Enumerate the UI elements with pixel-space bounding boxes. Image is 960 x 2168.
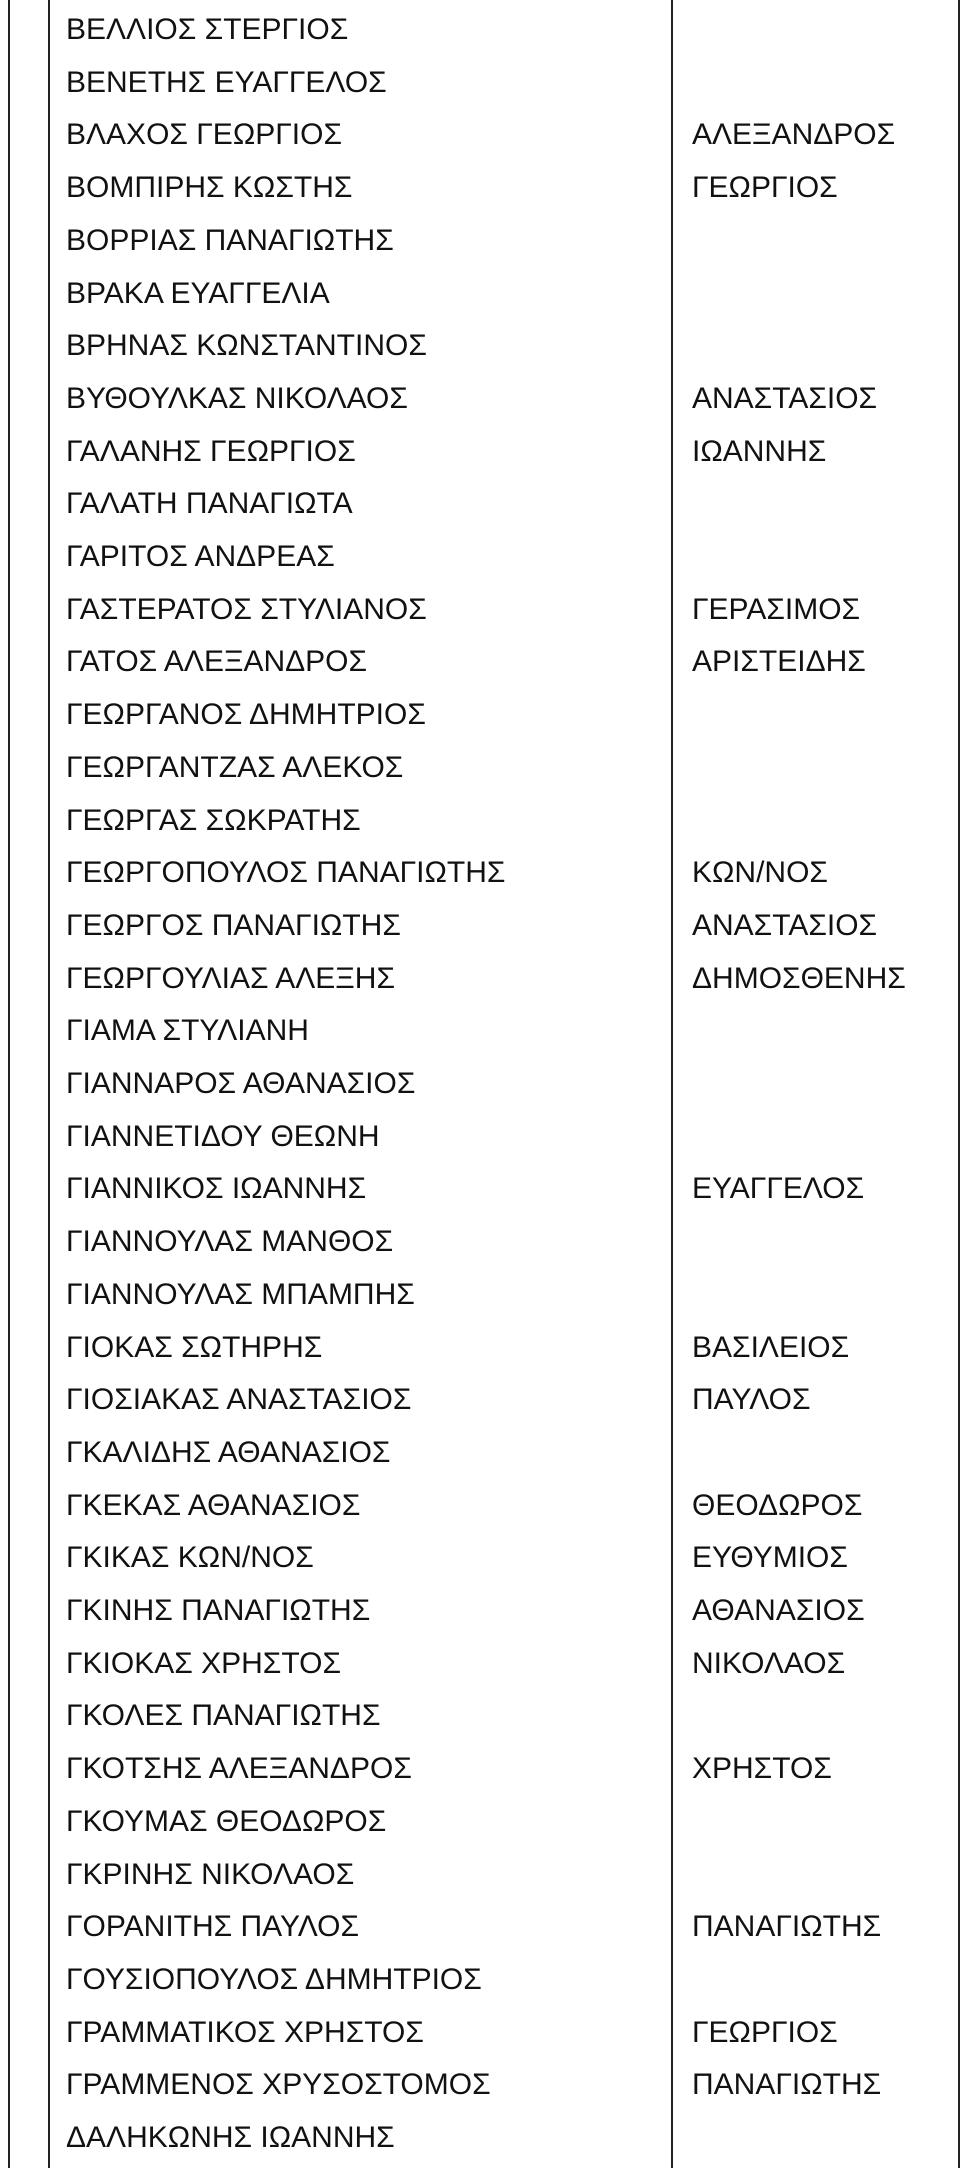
second-name-cell: ΓΕΡΑΣΙΜΟΣ xyxy=(692,592,861,626)
second-name-cell xyxy=(692,320,952,373)
second-name-cell: ΓΕΩΡΓΙΟΣ xyxy=(692,2015,838,2049)
name-cell: ΓΡΑΜΜΑΤΙΚΟΣ ΧΡΗΣΤΟΣ xyxy=(66,2015,424,2049)
second-name-cell: ΑΡΙΣΤΕΙΔΗΣ xyxy=(692,645,866,679)
second-name-cell: ΠΑΥΛΟΣ xyxy=(692,1383,811,1417)
second-name-cell xyxy=(692,1058,952,1111)
name-cell: ΒΥΘΟΥΛΚΑΣ ΝΙΚΟΛΑΟΣ xyxy=(66,381,408,415)
table-row xyxy=(0,1269,960,1322)
name-cell: ΓΙΑΜΑ ΣΤΥΛΙΑΝΗ xyxy=(66,1014,309,1048)
second-name-cell xyxy=(692,4,952,57)
second-name-cell xyxy=(692,1427,952,1480)
second-name-cell xyxy=(692,215,952,268)
table-row xyxy=(0,57,960,110)
table-row xyxy=(0,1743,960,1796)
second-name-cell xyxy=(692,689,952,742)
table-row xyxy=(0,2112,960,2165)
table-row xyxy=(0,953,960,1006)
name-cell: ΓΚΟΤΣΗΣ ΑΛΕΞΑΝΔΡΟΣ xyxy=(66,1752,412,1786)
name-cell: ΓΙΟΚΑΣ ΣΩΤΗΡΗΣ xyxy=(66,1330,323,1364)
second-name-cell xyxy=(692,478,952,531)
second-name-cell xyxy=(692,742,952,795)
second-name-cell xyxy=(692,1111,952,1164)
name-cell: ΓΟΥΣΙΟΠΟΥΛΟΣ ΔΗΜΗΤΡΙΟΣ xyxy=(66,1962,482,1996)
table-row xyxy=(0,531,960,584)
second-name-cell xyxy=(692,1954,952,2007)
second-name-cell: ΠΑΝΑΓΙΩΤΗΣ xyxy=(692,1910,882,1944)
second-name-cell: ΑΛΕΞΑΝΔΡΟΣ xyxy=(692,118,896,152)
table-row xyxy=(0,1849,960,1902)
name-cell: ΓΟΡΑΝΙΤΗΣ ΠΑΥΛΟΣ xyxy=(66,1910,360,1944)
second-name-cell: ΠΑΝΑΓΙΩΤΗΣ xyxy=(692,2068,882,2102)
second-name-cell: ΘΕΟΔΩΡΟΣ xyxy=(692,1488,863,1522)
second-name-cell xyxy=(692,1796,952,1849)
table-row xyxy=(0,1796,960,1849)
table-row xyxy=(0,584,960,637)
name-cell: ΓΑΡΙΤΟΣ ΑΝΔΡΕΑΣ xyxy=(66,540,335,573)
table-row xyxy=(0,1585,960,1638)
table-row xyxy=(0,1216,960,1269)
second-name-cell xyxy=(692,531,952,584)
table-row xyxy=(0,1111,960,1164)
name-cell: ΓΚΕΚΑΣ ΑΘΑΝΑΣΙΟΣ xyxy=(66,1488,361,1522)
second-name-cell: ΒΑΣΙΛΕΙΟΣ xyxy=(692,1330,850,1364)
second-name-cell: ΑΝΑΣΤΑΣΙΟΣ xyxy=(692,908,878,942)
second-name-cell: ΝΙΚΟΛΑΟΣ xyxy=(692,1646,846,1680)
table-row xyxy=(0,320,960,373)
table-row xyxy=(0,1163,960,1216)
second-name-cell: ΔΗΜΟΣΘΕΝΗΣ xyxy=(692,961,906,995)
second-name-cell: ΕΥΑΓΓΕΛΟΣ xyxy=(692,1172,865,1206)
name-cell: ΓΚΙΝΗΣ ΠΑΝΑΓΙΩΤΗΣ xyxy=(66,1594,371,1627)
table-row xyxy=(0,1427,960,1480)
name-cell: ΓΕΩΡΓΑΣ ΣΩΚΡΑΤΗΣ xyxy=(66,803,361,837)
name-cell: ΓΚΑΛΙΔΗΣ ΑΘΑΝΑΣΙΟΣ xyxy=(66,1435,391,1469)
table-row xyxy=(0,795,960,848)
table-row xyxy=(0,1058,960,1111)
name-cell: ΓΙΑΝΝΑΡΟΣ ΑΘΑΝΑΣΙΟΣ xyxy=(66,1067,416,1100)
second-name-cell: ΕΥΘΥΜΙΟΣ xyxy=(692,1541,848,1575)
table-row xyxy=(0,1638,960,1691)
table-row xyxy=(0,689,960,742)
table-row xyxy=(0,268,960,321)
table-row xyxy=(0,1954,960,2007)
name-cell: ΓΚΟΛΕΣ ΠΑΝΑΓΙΩΤΗΣ xyxy=(66,1699,381,1733)
table-row xyxy=(0,426,960,479)
second-name-cell: ΙΩΑΝΝΗΣ xyxy=(692,434,827,468)
table-row xyxy=(0,2059,960,2112)
name-cell: ΓΚΙΟΚΑΣ ΧΡΗΣΤΟΣ xyxy=(66,1646,341,1680)
second-name-cell xyxy=(692,1005,952,1058)
table-row xyxy=(0,1901,960,1954)
table-row xyxy=(0,900,960,953)
name-cell: ΓΑΤΟΣ ΑΛΕΞΑΝΔΡΟΣ xyxy=(66,645,368,679)
second-name-cell xyxy=(692,57,952,110)
second-name-cell xyxy=(692,1690,952,1743)
name-cell: ΒΕΛΛΙΟΣ ΣΤΕΡΓΙΟΣ xyxy=(66,13,349,46)
name-cell: ΒΕΝΕΤΗΣ ΕΥΑΓΓΕΛΟΣ xyxy=(66,65,387,99)
table-row xyxy=(0,478,960,531)
table-row xyxy=(0,109,960,162)
second-name-cell: ΚΩΝ/ΝΟΣ xyxy=(692,856,828,890)
table-row xyxy=(0,742,960,795)
second-name-cell: ΧΡΗΣΤΟΣ xyxy=(692,1752,832,1786)
second-name-cell xyxy=(692,268,952,321)
table-row xyxy=(0,1005,960,1058)
name-cell: ΒΡΗΝΑΣ ΚΩΝΣΤΑΝΤΙΝΟΣ xyxy=(66,329,427,363)
second-name-cell xyxy=(692,795,952,848)
name-cell: ΔΑΛΗΚΩΝΗΣ ΙΩΑΝΝΗΣ xyxy=(66,2121,395,2154)
name-cell: ΓΙΑΝΝΟΥΛΑΣ ΜΠΑΜΠΗΣ xyxy=(66,1277,415,1311)
name-cell: ΓΕΩΡΓΟΥΛΙΑΣ ΑΛΕΞΗΣ xyxy=(66,961,396,995)
second-name-cell: ΓΕΩΡΓΙΟΣ xyxy=(692,171,838,205)
name-cell: ΓΑΛΑΤΗ ΠΑΝΑΓΙΩΤΑ xyxy=(66,487,353,521)
table-row xyxy=(0,373,960,426)
name-cell: ΓΙΑΝΝΟΥΛΑΣ ΜΑΝΘΟΣ xyxy=(66,1225,394,1259)
table-row xyxy=(0,1532,960,1585)
table-row xyxy=(0,4,960,57)
second-name-cell xyxy=(692,1269,952,1322)
name-cell: ΓΙΑΝΝΕΤΙΔΟΥ ΘΕΩΝΗ xyxy=(66,1119,380,1153)
name-cell: ΒΡΑΚΑ ΕΥΑΓΓΕΛΙΑ xyxy=(66,276,330,310)
table-row xyxy=(0,215,960,268)
name-cell: ΓΕΩΡΓΟΣ ΠΑΝΑΓΙΩΤΗΣ xyxy=(66,908,401,942)
table-row xyxy=(0,1322,960,1375)
name-cell: ΓΑΣΤΕΡΑΤΟΣ ΣΤΥΛΙΑΝΟΣ xyxy=(66,592,427,626)
table-row xyxy=(0,636,960,689)
table-row xyxy=(0,847,960,900)
second-name-cell xyxy=(692,1849,952,1902)
name-cell: ΓΚΟΥΜΑΣ ΘΕΟΔΩΡΟΣ xyxy=(66,1804,387,1838)
name-cell: ΓΚΡΙΝΗΣ ΝΙΚΟΛΑΟΣ xyxy=(66,1857,355,1891)
second-name-cell xyxy=(692,1216,952,1269)
name-cell: ΒΟΡΡΙΑΣ ΠΑΝΑΓΙΩΤΗΣ xyxy=(66,223,394,257)
name-cell: ΓΡΑΜΜΕΝΟΣ ΧΡΥΣΟΣΤΟΜΟΣ xyxy=(66,2068,491,2102)
name-cell: ΒΟΜΠΙΡΗΣ ΚΩΣΤΗΣ xyxy=(66,171,353,205)
name-cell: ΓΙΑΝΝΙΚΟΣ ΙΩΑΝΝΗΣ xyxy=(66,1172,367,1206)
table-row xyxy=(0,1690,960,1743)
table-row xyxy=(0,1374,960,1427)
name-cell: ΓΚΙΚΑΣ ΚΩΝ/ΝΟΣ xyxy=(66,1541,314,1575)
table-row xyxy=(0,1480,960,1533)
name-cell: ΓΙΟΣΙΑΚΑΣ ΑΝΑΣΤΑΣΙΟΣ xyxy=(66,1383,412,1417)
name-cell: ΓΑΛΑΝΗΣ ΓΕΩΡΓΙΟΣ xyxy=(66,434,356,468)
second-name-cell: ΑΝΑΣΤΑΣΙΟΣ xyxy=(692,381,878,415)
name-cell: ΓΕΩΡΓΑΝΤΖΑΣ ΑΛΕΚΟΣ xyxy=(66,750,404,784)
table-row xyxy=(0,2007,960,2060)
table-row xyxy=(0,162,960,215)
name-cell: ΓΕΩΡΓΑΝΟΣ ΔΗΜΗΤΡΙΟΣ xyxy=(66,698,426,732)
second-name-cell: ΑΘΑΝΑΣΙΟΣ xyxy=(692,1594,865,1627)
name-cell: ΒΛΑΧΟΣ ΓΕΩΡΓΙΟΣ xyxy=(66,118,342,152)
name-cell: ΓΕΩΡΓΟΠΟΥΛΟΣ ΠΑΝΑΓΙΩΤΗΣ xyxy=(66,856,506,890)
second-name-cell xyxy=(692,2112,952,2165)
